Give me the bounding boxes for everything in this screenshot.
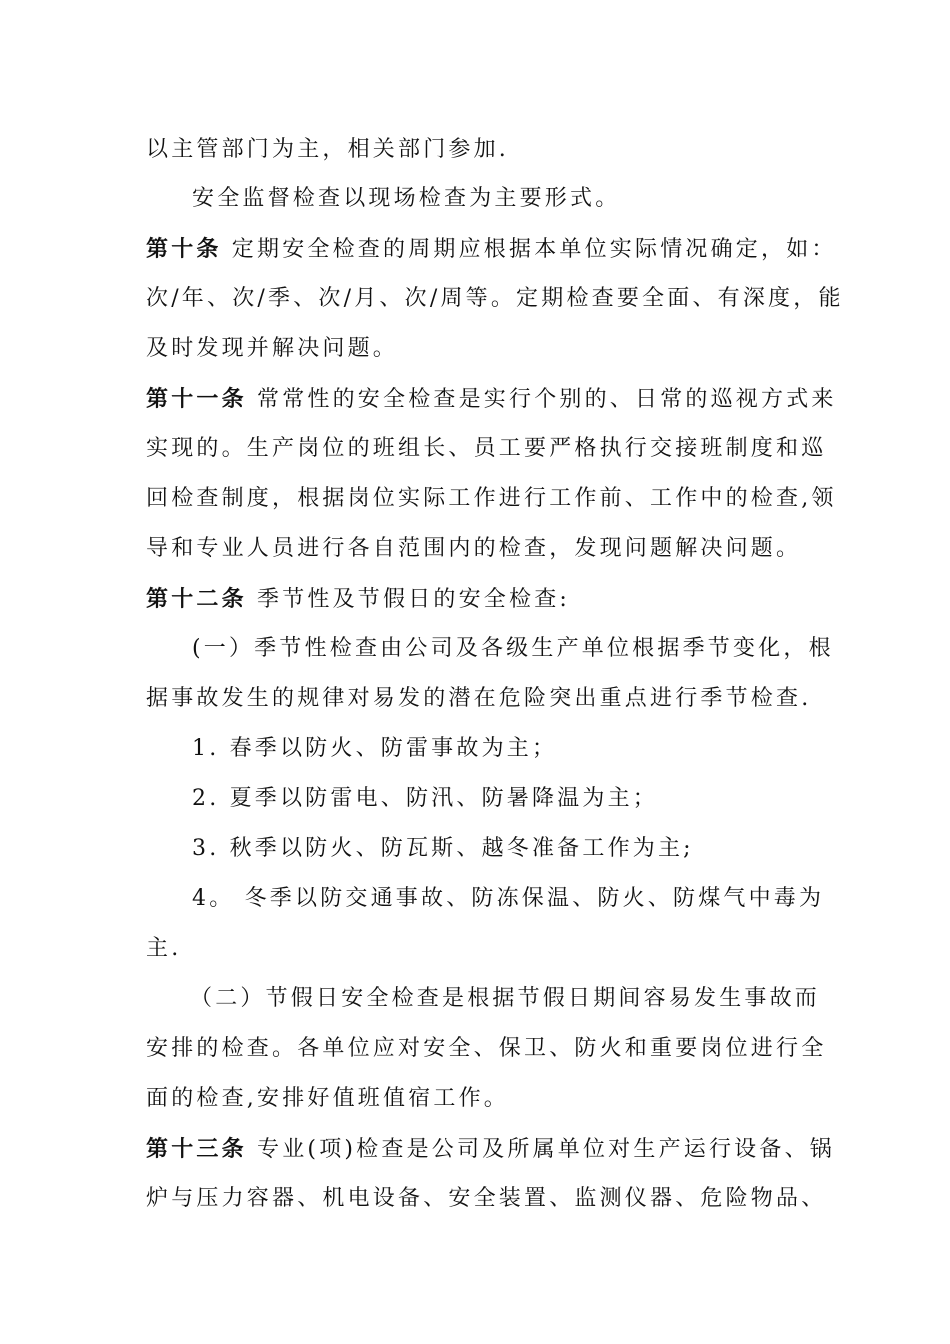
- paragraph-line: [146, 534, 806, 564]
- line-text: 2. 夏季以防雷电、防汛、防暑降温为主；: [192, 786, 658, 811]
- article-heading-line: [146, 234, 837, 265]
- article-number: 第十条: [146, 236, 222, 262]
- paragraph-line: [146, 1084, 806, 1114]
- list-item: [192, 834, 806, 864]
- line-text: 常常性的安全检查是实行个别的、日常的巡视方式来: [246, 387, 837, 412]
- line-text: 面的检查,安排好值班值宿工作。: [146, 1086, 509, 1111]
- line-text: 次/年、次/季、次/月、次/周等。定期检查要全面、有深度，能: [146, 286, 844, 311]
- article-heading-line: [146, 384, 837, 415]
- line-text: 季节性及节假日的安全检查:: [246, 587, 571, 612]
- line-text: （二）节假日安全检查是根据节假日期间容易发生事故而: [190, 986, 821, 1011]
- paragraph-line: [146, 284, 844, 314]
- line-text: 导和专业人员进行各自范围内的检查，发现问题解决问题。: [146, 536, 802, 561]
- line-text: 安排的检查。各单位应对安全、保卫、防火和重要岗位进行全: [146, 1036, 827, 1061]
- line-text: 以主管部门为主，相关部门参加.: [146, 137, 509, 162]
- paragraph-line: [190, 984, 821, 1014]
- line-text: 实现的。生产岗位的班组长、员工要严格执行交接班制度和巡: [146, 436, 827, 461]
- paragraph-line: [146, 1034, 827, 1064]
- paragraph-line: [146, 1184, 827, 1214]
- line-text: 及时发现并解决问题。: [146, 336, 399, 361]
- article-heading-line: [146, 1134, 835, 1165]
- paragraph-line: [146, 684, 812, 714]
- line-text: 定期安全检查的周期应根据本单位实际情况确定，如：: [221, 237, 837, 262]
- list-item: [192, 734, 806, 764]
- line-text: 3. 秋季以防火、防瓦斯、越冬准备工作为主;: [192, 836, 694, 861]
- paragraph-line: [146, 135, 806, 165]
- line-text: 回检查制度，根据岗位实际工作进行工作前、工作中的检查,领: [146, 486, 837, 511]
- article-number: 第十一条: [146, 386, 247, 412]
- paragraph-line: [146, 434, 827, 464]
- line-text: 4。 冬季以防交通事故、防冻保温、防火、防煤气中毒为: [192, 886, 825, 911]
- list-item: [192, 884, 825, 914]
- line-text: 1. 春季以防火、防雷事故为主；: [192, 736, 558, 761]
- line-text: 专业(项)检查是公司及所属单位对生产运行设备、锅: [246, 1137, 835, 1162]
- paragraph-line: [146, 484, 837, 514]
- article-number: 第十二条: [146, 586, 247, 612]
- line-text: 安全监督检查以现场检查为主要形式。: [192, 186, 621, 211]
- line-text: 炉与压力容器、机电设备、安全装置、监测仪器、危险物品、: [146, 1186, 827, 1211]
- line-text: 主.: [146, 936, 182, 961]
- line-text: 据事故发生的规律对易发的潜在危险突出重点进行季节检查.: [146, 686, 812, 711]
- paragraph-line: [146, 334, 806, 364]
- line-text: (一）季节性检查由公司及各级生产单位根据季节变化，根: [192, 636, 834, 661]
- article-number: 第十三条: [146, 1136, 247, 1162]
- article-heading-line: [146, 584, 806, 615]
- list-item: [192, 784, 806, 814]
- paragraph-line: [192, 634, 834, 664]
- paragraph-line: [146, 934, 806, 964]
- paragraph-line: [192, 184, 806, 214]
